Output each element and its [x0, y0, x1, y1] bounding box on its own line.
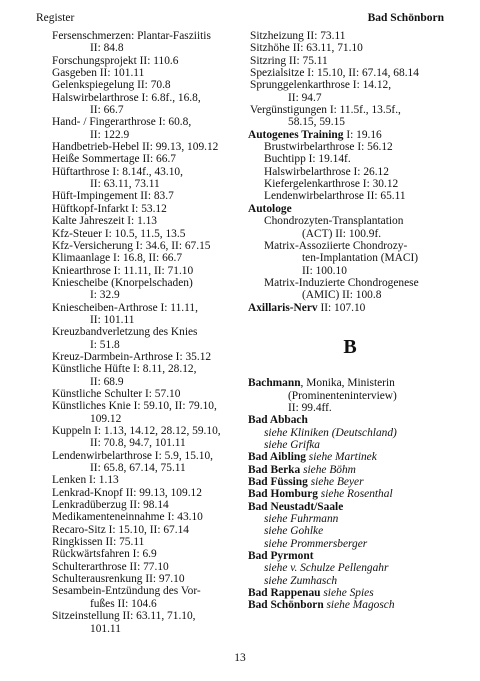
see-reference: siehe Fuhrmann	[264, 513, 339, 526]
entry-continuation: 101.11	[90, 622, 121, 635]
entry-text: Matrix-Assoziierte Chondrozy-	[264, 239, 408, 252]
entry-text: II: 99.4ff.	[288, 401, 332, 414]
index-entry	[250, 277, 450, 302]
entry-text: Sesambein-Entzündung des Vor-	[52, 585, 201, 598]
index-entry	[52, 548, 250, 560]
index-entry	[52, 351, 250, 363]
entry-text: Handbetrieb-Hebel II: 99.13, 109.12	[52, 141, 219, 154]
header-section-label: Register	[36, 12, 75, 24]
index-entry	[52, 203, 250, 215]
entry-head: Bad Berka	[248, 463, 301, 476]
index-entry	[52, 215, 250, 227]
entry-text: Sitzheizung II: 73.11	[250, 30, 346, 42]
section-letter: B	[343, 335, 357, 358]
index-entry	[250, 178, 450, 190]
entry-text: Kniescheiben-Arthrose I: 11.11,	[52, 301, 198, 314]
see-reference: siehe v. Schulze Pellengahr	[264, 562, 389, 575]
entry-text: Gelenkspiegelung II: 70.8	[52, 79, 171, 92]
entry-text: Recaro-Sitz I: 15.10, II: 67.14	[52, 523, 189, 536]
index-entry	[52, 302, 250, 327]
page-number: 13	[234, 652, 246, 664]
index-entry	[52, 388, 250, 400]
index-entry-place	[250, 476, 450, 488]
see-reference: siehe Spies	[320, 587, 374, 600]
entry-text: Kreuzbandverletzung des Knies	[52, 326, 198, 339]
entry-text: (Prominenteninterview)	[288, 389, 397, 402]
entry-continuation: (ACT) II: 100.9f.	[302, 227, 382, 240]
index-entry	[52, 277, 250, 302]
entry-text: Matrix-Induzierte Chondrogenese	[264, 276, 419, 289]
see-reference: siehe Prommersberger	[264, 537, 368, 550]
entry-text: Sitzring II: 75.11	[250, 54, 328, 67]
entry-head: Autogenes Training	[248, 128, 344, 141]
entry-text: Hand- / Fingerarthrose I: 60.8,	[52, 116, 192, 129]
entry-text: Kniescheibe (Knorpelschaden)	[52, 276, 193, 289]
entry-text: Künstliches Knie I: 59.10, II: 79.10,	[52, 400, 217, 413]
index-column-right	[250, 30, 450, 612]
entry-text: Fersenschmerzen: Plantar-Fasziitis	[52, 30, 211, 42]
entry-continuation: I: 32.9	[90, 289, 120, 302]
entry-continuation: II: 66.7	[90, 104, 124, 117]
index-entry	[250, 55, 450, 67]
entry-text: , Monika, Ministerin	[300, 377, 395, 390]
entry-text: Kalte Jahreszeit I: 1.13	[52, 215, 158, 228]
entry-text: Künstliche Hüfte I: 8.11, 28.12,	[52, 363, 197, 376]
index-entry	[52, 153, 250, 165]
entry-text: Sitzhöhe II: 63.11, 71.10	[250, 42, 363, 55]
entry-head: Bad Neustadt/Saale	[248, 500, 344, 513]
entry-text: Gasgeben II: 101.11	[52, 67, 145, 80]
right-top-entries	[250, 30, 450, 129]
entry-text: Kfz-Steuer I: 10.5, 11.5, 13.5	[52, 227, 186, 240]
see-reference: siehe Grifka	[264, 438, 320, 451]
index-entry-place	[250, 599, 450, 611]
index-entry	[52, 240, 250, 252]
index-entry	[52, 30, 250, 55]
entry-head: Bad Füssing	[248, 476, 308, 488]
index-entry	[52, 55, 250, 67]
entry-continuation: II: 68.9	[90, 375, 124, 388]
index-entry-place	[250, 464, 450, 476]
see-reference: siehe Martinek	[305, 451, 377, 464]
index-entry	[250, 79, 450, 104]
entry-text: Vergünstigungen I: 11.5f., 13.5f.,	[250, 104, 401, 117]
index-entry	[250, 166, 450, 178]
entry-continuation: II: 122.9	[90, 128, 130, 141]
entry-text: Lenkrad-Knopf II: 99.13, 109.12	[52, 486, 202, 499]
entry-text: Hüft-Impingement II: 83.7	[52, 190, 174, 203]
entry-continuation: II: 101.11	[90, 313, 135, 326]
entry-head: Bad Aibling	[248, 451, 306, 464]
index-entry	[52, 326, 250, 351]
see-reference: siehe Beyer	[307, 476, 364, 488]
index-entry	[52, 67, 250, 79]
entry-text: Forschungsprojekt II: 110.6	[52, 54, 179, 67]
entry-text: Kuppeln I: 1.13, 14.12, 28.12, 59.10,	[52, 425, 221, 437]
index-entry	[52, 425, 250, 450]
entry-continuation: II: 70.8, 94.7, 101.11	[90, 437, 186, 450]
entry-head: Bad Homburg	[248, 488, 318, 501]
running-header	[36, 12, 444, 28]
index-entry	[250, 67, 450, 79]
entry-text: Kiefergelenkarthrose I: 30.12	[264, 178, 399, 191]
entry-text: Kniearthrose I: 11.11, II: 71.10	[52, 264, 194, 277]
entry-line	[250, 587, 450, 599]
index-entry	[52, 610, 250, 635]
entry-text: Medikamenteneinnahme I: 43.10	[52, 511, 203, 524]
entry-continuation: II: 94.7	[288, 91, 322, 104]
see-reference: siehe Magosch	[323, 599, 395, 612]
index-entry	[250, 215, 450, 240]
index-entry	[52, 116, 250, 141]
entry-continuation: fußes II: 104.6	[90, 597, 157, 610]
index-entry	[250, 190, 450, 202]
entry-line	[250, 501, 450, 513]
entry-line	[250, 464, 450, 476]
header-last-entry: Bad Schönborn	[367, 12, 444, 24]
entry-head: Bad Pyrmont	[248, 550, 314, 563]
entry-continuation: ten-Implantation (MACI)	[302, 252, 419, 265]
entry-text: Halswirbelarthrose I: 6.8f., 16.8,	[52, 91, 201, 104]
index-entry-place	[250, 488, 450, 500]
index-entry-place	[250, 451, 450, 463]
entry-head: Bad Abbach	[248, 414, 308, 427]
entry-text: Hüftkopf-Infarkt I: 53.12	[52, 202, 167, 215]
entry-continuation: 58.15, 59.15	[288, 116, 345, 129]
index-entry-place	[250, 587, 450, 599]
entry-head: Axillaris-Nerv	[248, 301, 318, 314]
see-reference: siehe Zumhasch	[264, 574, 338, 587]
entry-continuation: 109.12	[90, 412, 122, 425]
entry-head: Bachmann	[248, 377, 301, 390]
index-entry	[52, 166, 250, 191]
index-entry	[250, 153, 450, 165]
entry-text: Lenken I: 1.13	[52, 474, 119, 487]
index-entry	[52, 524, 250, 536]
entry-line	[250, 476, 450, 488]
entry-continuation: II: 63.11, 73.11	[90, 178, 160, 191]
index-entry	[52, 511, 250, 523]
index-entry	[250, 30, 450, 42]
index-entry	[52, 585, 250, 610]
index-entry	[52, 190, 250, 202]
entry-text: Lendenwirbelarthrose I: 5.9, 15.10,	[52, 449, 214, 462]
index-entry	[52, 265, 250, 277]
entry-continuation: II: 84.8	[90, 42, 124, 55]
entry-text: Sitzeinstellung II: 63.11, 71.10,	[52, 610, 196, 623]
see-reference: siehe Rosenthal	[317, 488, 393, 501]
entry-text: Hüftarthrose I: 8.14f., 43.10,	[52, 165, 183, 178]
index-entry-place	[250, 414, 450, 451]
index-entry	[250, 141, 450, 153]
entry-text: Schulterausrenkung II: 97.10	[52, 573, 185, 586]
entry-text: Schulterarthrose II: 77.10	[52, 560, 169, 573]
index-entry-autologe	[250, 203, 450, 302]
entry-text: Halswirbelarthrose I: 26.12	[264, 165, 389, 178]
index-entry	[52, 363, 250, 388]
entry-line	[250, 550, 450, 562]
entry-line	[250, 414, 450, 426]
entry-text: Heiße Sommertage II: 66.7	[52, 153, 176, 166]
entry-text: Klimaanlage I: 16.8, II: 66.7	[52, 252, 183, 265]
entry-head: Autologe	[248, 202, 292, 215]
entry-text: Kreuz-Darmbein-Arthrose I: 35.12	[52, 350, 212, 363]
index-entry	[52, 450, 250, 475]
index-entry	[52, 474, 250, 486]
see-reference: siehe Böhm	[300, 463, 356, 476]
entry-text: Ringkissen II: 75.11	[52, 536, 145, 549]
entry-continuation: II: 65.8, 67.14, 75.11	[90, 462, 186, 475]
index-entry	[52, 487, 250, 499]
entry-line	[250, 451, 450, 463]
index-column-left	[52, 30, 250, 635]
index-entry-autogenes-training	[250, 129, 450, 203]
entry-text: Künstliche Schulter I: 57.10	[52, 387, 181, 400]
index-entry	[250, 42, 450, 54]
index-entry	[52, 252, 250, 264]
index-entry	[52, 400, 250, 425]
entry-continuation: (AMIC) II: 100.8	[302, 289, 382, 302]
index-entry	[52, 92, 250, 117]
entry-text: Kfz-Versicherung I: 34.6, II: 67.15	[52, 239, 211, 252]
entry-text: Lendenwirbelarthrose II: 65.11	[264, 190, 406, 203]
entry-ref: I: 19.16	[343, 128, 382, 141]
index-entry	[250, 104, 450, 129]
entry-head: Bad Rappenau	[248, 587, 321, 600]
entry-text: Lenkradüberzug II: 98.14	[52, 499, 169, 512]
entry-text: Brustwirbelarthrose I: 56.12	[264, 141, 393, 154]
entry-text: Buchtipp I: 19.14f.	[264, 153, 351, 166]
b-place-entries	[250, 414, 450, 612]
entry-continuation: I: 51.8	[90, 338, 120, 351]
entry-head: Bad Schönborn	[248, 599, 324, 612]
index-entry-bachmann	[250, 377, 450, 414]
index-entry	[52, 499, 250, 511]
entry-text: Chondrozyten-Transplantation	[264, 215, 404, 228]
see-reference: siehe Gohlke	[264, 525, 324, 538]
index-entry-place	[250, 501, 450, 550]
entry-continuation: II: 100.10	[302, 264, 347, 277]
index-entry-place	[250, 550, 450, 587]
see-reference: siehe Kliniken (Deutschland)	[264, 426, 397, 439]
index-entry	[52, 573, 250, 585]
entry-text: Rückwärtsfahren I: 6.9	[52, 548, 157, 561]
index-entry	[52, 228, 250, 240]
index-entry	[52, 79, 250, 91]
entry-text: Sprunggelenkarthrose I: 14.12,	[250, 79, 392, 92]
index-entry	[52, 141, 250, 153]
index-entry-axillaris-nerv	[250, 302, 450, 314]
index-entry	[250, 240, 450, 277]
index-entry	[52, 561, 250, 573]
entry-line	[250, 599, 450, 611]
entry-line	[250, 488, 450, 500]
entry-text: Spezialsitze I: 15.10, II: 67.14, 68.14	[250, 67, 419, 80]
entry-ref: II: 107.10	[317, 301, 366, 314]
index-entry	[52, 536, 250, 548]
